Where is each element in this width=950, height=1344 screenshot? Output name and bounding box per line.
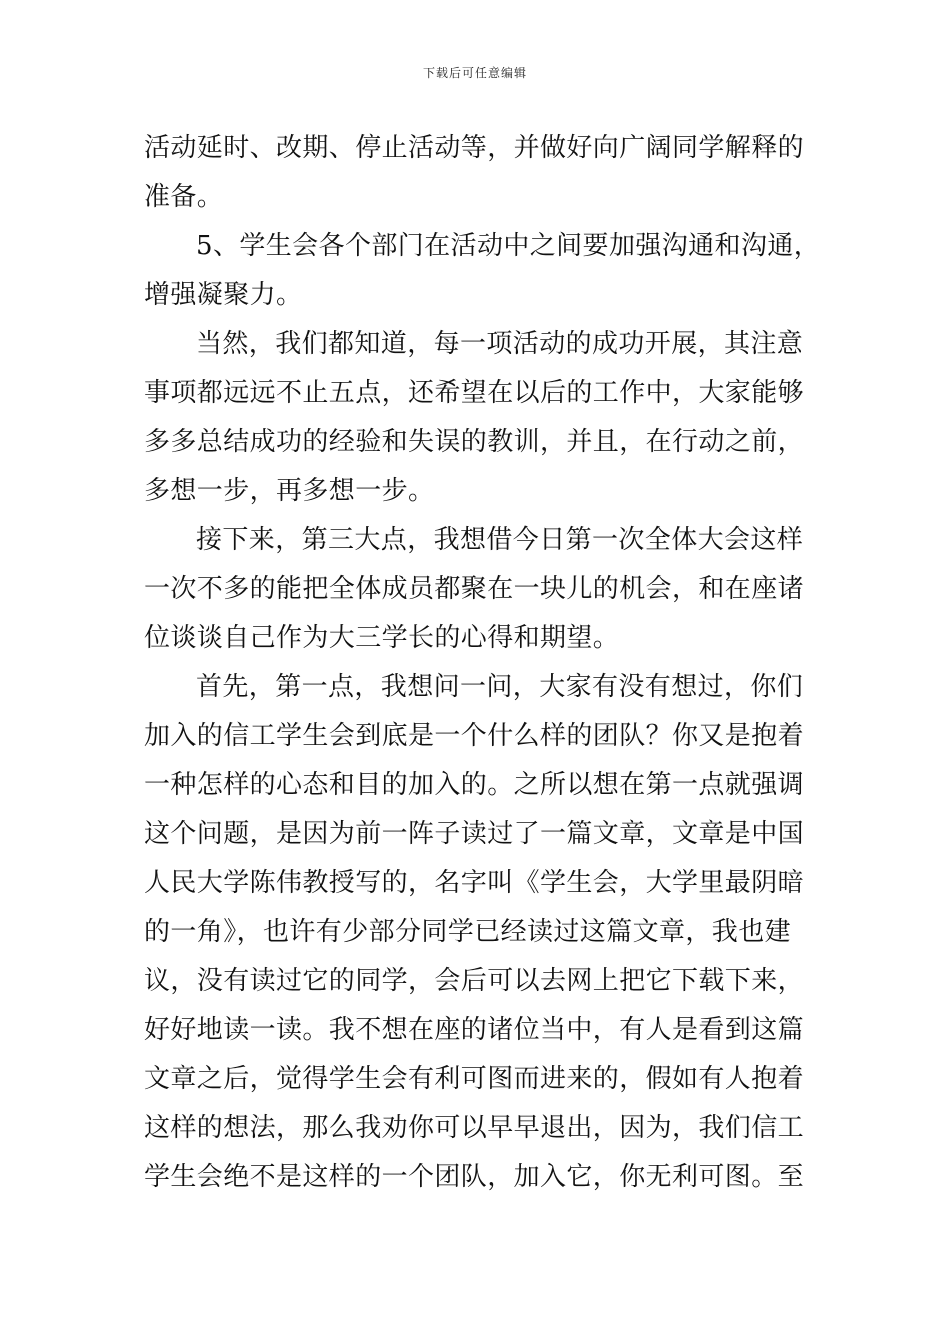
text-line: 增强凝聚力。 xyxy=(144,280,303,310)
document-body xyxy=(144,124,821,1202)
text-line: 加入的信工学生会到底是一个什么样的团队？你又是抱着 xyxy=(144,721,805,751)
paragraph xyxy=(144,320,808,516)
text-line: 议，没有读过它的同学，会后可以去网上把它下载下来， xyxy=(144,966,805,996)
text-line: 当然，我们都知道，每一项活动的成功开展，其注意 xyxy=(196,329,804,359)
text-line: 活动延时、改期、停止活动等，并做好向广阔同学解释的 xyxy=(144,133,805,163)
text-line: 多多总结成功的经验和失误的教训，并且，在行动之前， xyxy=(144,427,805,457)
paragraph xyxy=(144,124,808,222)
text-line: 好好地读一读。我不想在座的诸位当中，有人是看到这篇 xyxy=(144,1015,805,1045)
paragraph xyxy=(144,516,808,663)
text-line: 人民大学陈伟教授写的，名字叫《学生会，大学里最阴暗 xyxy=(144,868,805,898)
text-line: 准备。 xyxy=(144,182,224,212)
text-line: 的一角》，也许有少部分同学已经读过这篇文章，我也建 xyxy=(144,917,792,947)
text-line: 接下来，第三大点，我想借今日第一次全体大会这样 xyxy=(196,525,804,555)
paragraph xyxy=(144,222,821,320)
paragraph xyxy=(144,663,808,1202)
text-line: 这样的想法，那么我劝你可以早早退出，因为，我们信工 xyxy=(144,1113,805,1143)
text-line: 这个问题，是因为前一阵子读过了一篇文章，文章是中国 xyxy=(144,819,805,849)
text-line: 一种怎样的心态和目的加入的。之所以想在第一点就强调 xyxy=(144,770,805,800)
text-line: 位谈谈自己作为大三学长的心得和期望。 xyxy=(144,623,620,653)
text-line: 事项都远远不止五点，还希望在以后的工作中，大家能够 xyxy=(144,378,805,408)
text-line: 首先，第一点，我想问一问，大家有没有想过，你们 xyxy=(196,672,804,702)
text-line: 5、学生会各个部门在活动中之间要加强沟通和沟通， xyxy=(196,231,821,261)
text-line: 文章之后，觉得学生会有利可图而进来的，假如有人抱着 xyxy=(144,1064,805,1094)
text-line: 多想一步，再多想一步。 xyxy=(144,476,435,506)
text-line: 一次不多的能把全体成员都聚在一块儿的机会，和在座诸 xyxy=(144,574,805,604)
text-line: 学生会绝不是这样的一个团队，加入它，你无利可图。至 xyxy=(144,1162,805,1192)
page-header: 下载后可任意编辑 xyxy=(422,66,527,80)
